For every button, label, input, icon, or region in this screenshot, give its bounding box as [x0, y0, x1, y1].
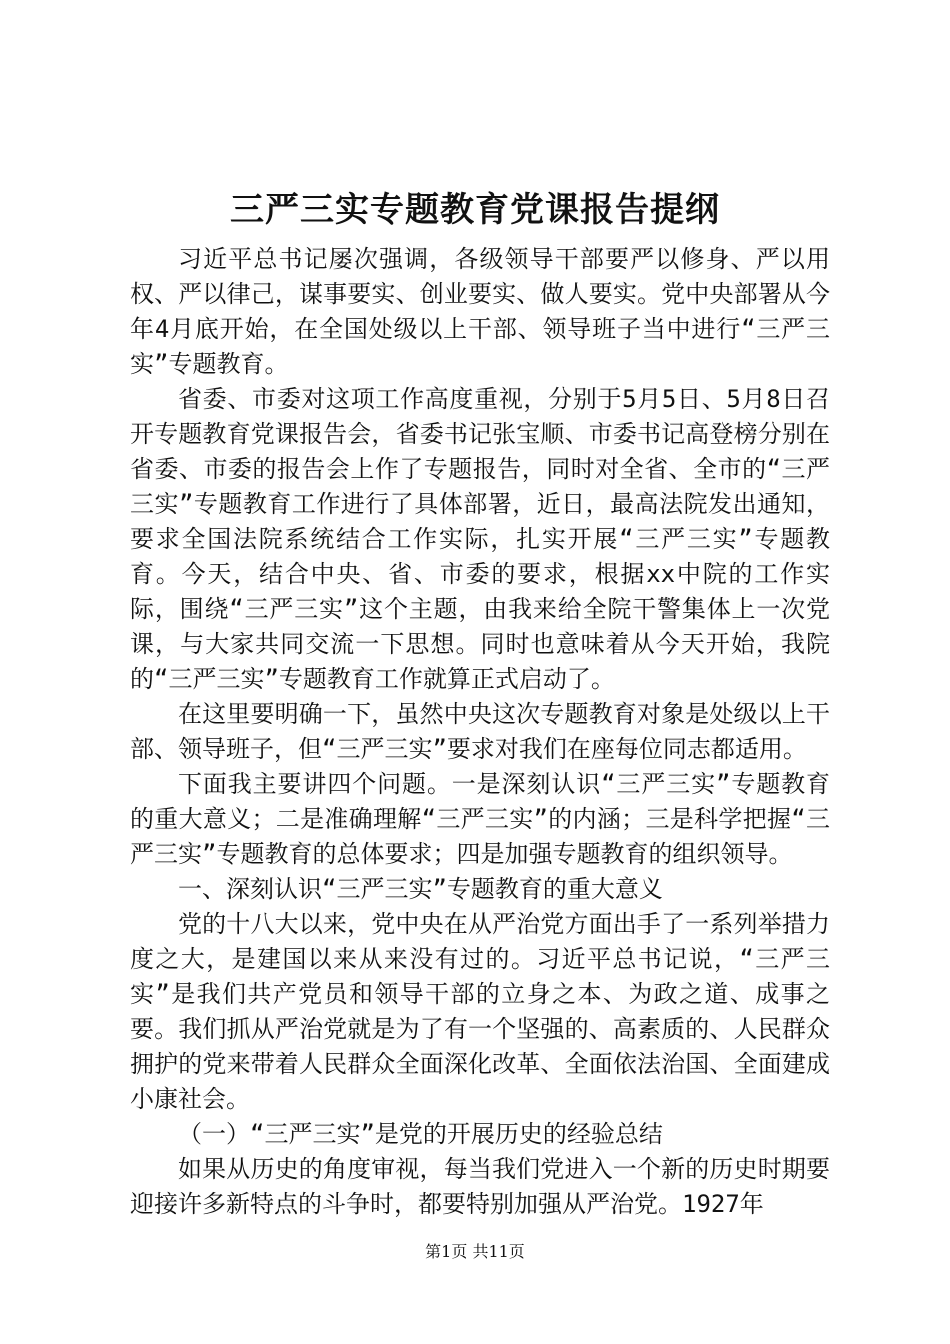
page-footer: 第1页 共11页 [425, 1242, 525, 1261]
paragraph-intro: 习近平总书记屡次强调，各级领导干部要严以修身、严以用权、严以律己，谋事要实、创业要实、做人要实。党中央部署从今年4月底开始，在全国处级以上干部、领导班子当中进行“三严三实”专题教育。 [130, 245, 830, 378]
subsection-heading-1: （一）“三严三实”是党的开展历史的经验总结 [178, 1120, 663, 1148]
paragraph-clarification: 在这里要明确一下，虽然中央这次专题教育对象是处级以上干部、领导班子，但“三严三实”要求对我们在座每位同志都适用。 [130, 700, 830, 763]
paragraph-outline: 下面我主要讲四个问题。一是深刻认识“三严三实”专题教育的重大意义；二是准确理解“三严三实”的内涵；三是科学把握“三严三实”专题教育的总体要求；四是加强专题教育的组织领导。 [130, 770, 830, 868]
section-heading-1: 一、深刻认识“三严三实”专题教育的重大意义 [178, 875, 663, 903]
paragraph-provincial-deployment: 省委、市委对这项工作高度重视，分别于5月5日、5月8日召开专题教育党课报告会，省委书记张宝顺、市委书记高登榜分别在省委、市委的报告会上作了专题报告，同时对全省、全市的“三严三实”专题教育工作进行了具体部署，近日，最高法院发出通知，要求全国法院系统结合工作实际，扎实开展“三严三实”专题教育。今天，结合中央、省、市委的要求，根据xx中院的工作实际，围绕“三严三实”这个主题，由我来给全院干警集体上一次党课，与大家共同交流一下思想。同时也意味着从今天开始，我院的“三严三实”专题教育工作就算正式启动了。 [130, 385, 830, 693]
paragraph-section-1: 党的十八大以来，党中央在从严治党方面出手了一系列举措力度之大，是建国以来从来没有过的。习近平总书记说，“三严三实”是我们共产党员和领导干部的立身之本、为政之道、成事之要。我们抓从严治党就是为了有一个坚强的、高素质的、人民群众拥护的党来带着人民群众全面深化改革、全面依法治国、全面建成小康社会。 [130, 910, 830, 1113]
page-title: 三严三实专题教育党课报告提纲 [230, 190, 720, 230]
paragraph-history: 如果从历史的角度审视，每当我们党进入一个新的历史时期要迎接许多新特点的斗争时，都要特别加强从严治党。1927年 [130, 1155, 830, 1218]
document-body [130, 242, 830, 1222]
